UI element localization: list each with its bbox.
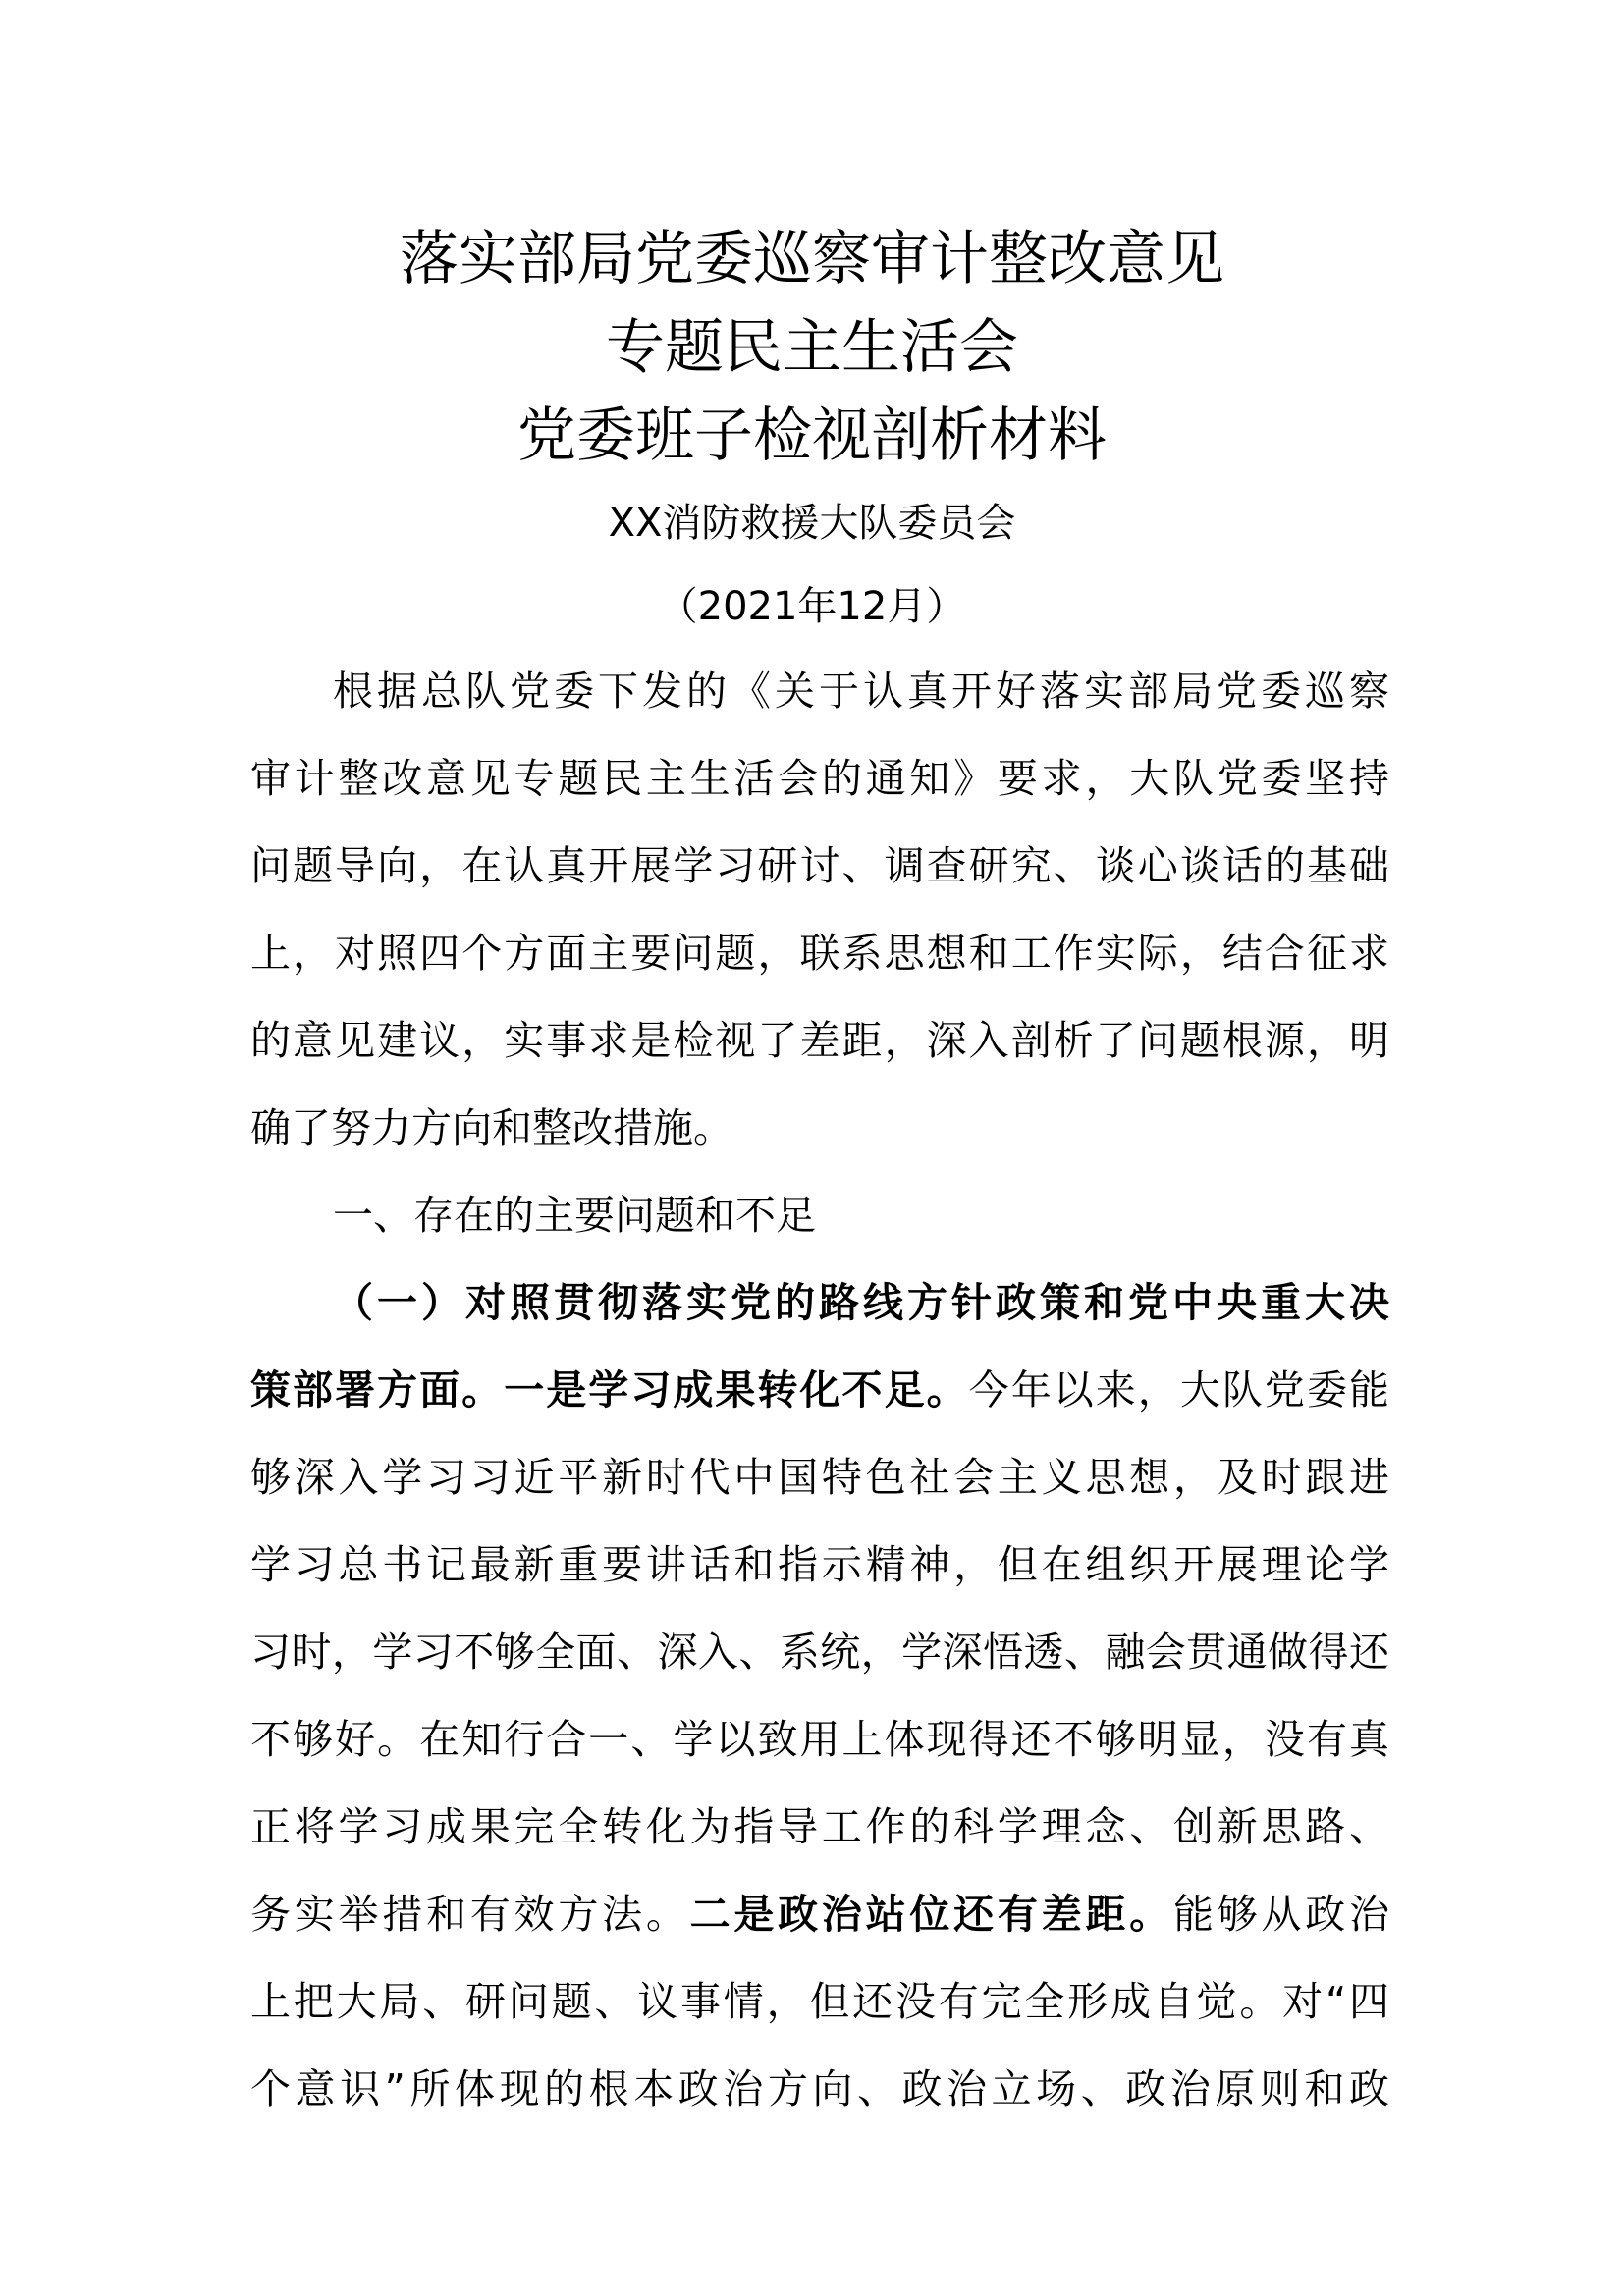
document-date: （2021年12月） — [658, 584, 966, 629]
intro-line: 的意见建议，实事求是检视了差距，深入剖析了问题根源，明 — [250, 1017, 1389, 1064]
subsection-line: 学习总书记最新重要讲话和指示精神，但在组织开展理论学 — [250, 1541, 1389, 1588]
subsection-line — [250, 1347, 1389, 1434]
subsection-text: 今年以来，大队党委能 — [968, 1366, 1389, 1414]
document-title-line-1: 落实部局党委巡察审计整改意见 — [400, 225, 1224, 294]
subsection-heading-cont: 策部署方面。一是学习成果转化不足。 — [250, 1366, 969, 1414]
section-heading-block — [250, 1172, 1389, 1259]
document-title-line-3: 党委班子检视剖析材料 — [517, 401, 1107, 470]
intro-line: 问题导向，在认真开展学习研讨、调查研究、谈心谈话的基础 — [250, 842, 1389, 889]
subsection-paragraph — [250, 1259, 1389, 2133]
subsection-text: 务实举措和有效方法。 — [250, 1891, 690, 1938]
subsection-line: 正将学习成果完全转化为指导工作的科学理念、创新思路、 — [250, 1803, 1389, 1850]
subsection-line — [250, 1871, 1389, 1958]
subsection-line: 习时，学习不够全面、深入、系统，学深悟透、融会贯通做得还 — [250, 1629, 1389, 1676]
intro-line: 审计整改意见专题民主生活会的通知》要求，大队党委坚持 — [250, 755, 1389, 802]
document-title-line-2: 专题民主生活会 — [606, 313, 1018, 382]
intro-line: 根据总队党委下发的《关于认真开好落实部局党委巡察 — [333, 667, 1389, 715]
subsection-line: 不够好。在知行合一、学以致用上体现得还不够明显，没有真 — [250, 1716, 1389, 1763]
organization-name: XX消防救援大队委员会 — [608, 501, 1016, 546]
subsection-text: 能够从政治 — [1172, 1891, 1389, 1938]
intro-line: 上，对照四个方面主要问题，联系思想和工作实际，结合征求 — [250, 930, 1389, 977]
section-heading: 一、存在的主要问题和不足 — [333, 1192, 816, 1239]
subsection-line: 够深入学习习近平新时代中国特色社会主义思想，及时跟进 — [250, 1454, 1389, 1501]
subsection-line: 上把大局、研问题、议事情，但还没有完全形成自觉。对“四 — [250, 1978, 1389, 2025]
subsection-heading-line: （一）对照贯彻落实党的路线方针政策和党中央重大决 — [333, 1279, 1389, 1326]
intro-line: 确了努力方向和整改措施。 — [250, 1104, 733, 1151]
subsection-line: 个意识”所体现的根本政治方向、政治立场、政治原则和政 — [250, 2065, 1389, 2112]
intro-paragraph — [250, 648, 1389, 1172]
point-two-heading: 二是政治站位还有差距。 — [689, 1891, 1173, 1938]
